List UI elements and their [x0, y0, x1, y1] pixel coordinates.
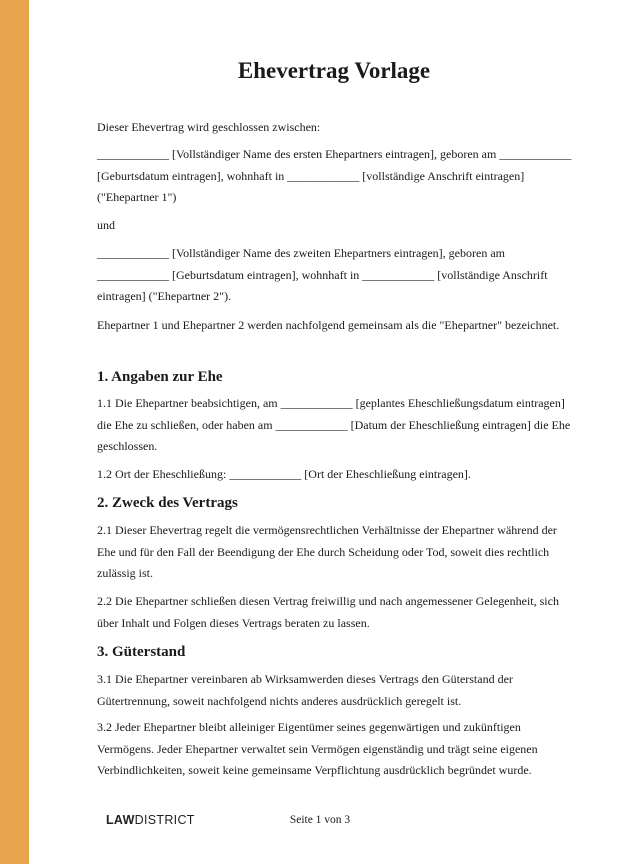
section-paragraph: 3.2 Jeder Ehepartner bleibt alleiniger Eigentümer seines gegenwärtigen und zukünftigen Vermögens. Jeder Ehepartner verwaltet sein Vermögen eigenständig und trägt seine eigenen Verbindlichkeiten, soweit keine gemeinsame Verpflichtung ausdrücklich begründet wurde. [97, 720, 538, 777]
section-heading: 2. Zweck des Vertrags [97, 495, 238, 511]
intro-paragraph: Dieser Ehevertrag wird geschlossen zwischen: [97, 120, 321, 134]
logo-rest-text: DISTRICT [134, 813, 195, 827]
party2-paragraph: ____________ [Vollständiger Name des zweiten Ehepartners eintragen], geboren am ____________ [Geburtsdatum eintragen], wohnhaft in ____________ [vollständige Anschrift eintragen] ("Ehepartner 2"). [97, 246, 548, 303]
document-title: Ehevertrag Vorlage [237, 58, 431, 83]
section-heading: 3. Güterstand [97, 644, 186, 660]
section-paragraph: 1.2 Ort der Eheschließung: ____________ [Ort der Eheschließung eintragen]. [97, 467, 471, 481]
section-paragraph: 3.1 Die Ehepartner vereinbaren ab Wirksamwerden dieses Vertrags den Güterstand der Gütertrennung, soweit nachfolgend nichts anderes ausdrücklich geregelt ist. [97, 672, 513, 708]
and-paragraph: und [97, 218, 115, 232]
section-paragraph: 1.1 Die Ehepartner beabsichtigen, am ____________ [geplantes Eheschließungsdatum eintragen] die Ehe zu schließen, oder haben am ____________ [Datum der Eheschließung eintragen] die Ehe geschlossen. [97, 396, 571, 453]
page-number: Seite 1 von 3 [289, 814, 351, 826]
decorative-side-bar [0, 0, 29, 864]
section-paragraph: 2.1 Dieser Ehevertrag regelt die vermögensrechtlichen Verhältnisse der Ehepartner während der Ehe und für den Fall der Beendigung der Ehe durch Scheidung oder Tod, soweit dies rechtlich zulässig ist. [97, 523, 557, 580]
logo-bold-text: LAW [106, 813, 135, 827]
section-heading: 1. Angaben zur Ehe [97, 369, 223, 385]
collective-paragraph: Ehepartner 1 und Ehepartner 2 werden nachfolgend gemeinsam als die "Ehepartner" bezeichnet. [97, 318, 560, 332]
section-paragraph: 2.2 Die Ehepartner schließen diesen Vertrag freiwillig und nach angemessener Gelegenheit, sich über Inhalt und Folgen dieses Vertrags beraten zu lassen. [97, 594, 559, 630]
party1-paragraph: ____________ [Vollständiger Name des ersten Ehepartners eintragen], geboren am ____________ [Geburtsdatum eintragen], wohnhaft in ____________ [vollständige Anschrift eintragen] ("Ehepartner 1") [97, 147, 572, 204]
